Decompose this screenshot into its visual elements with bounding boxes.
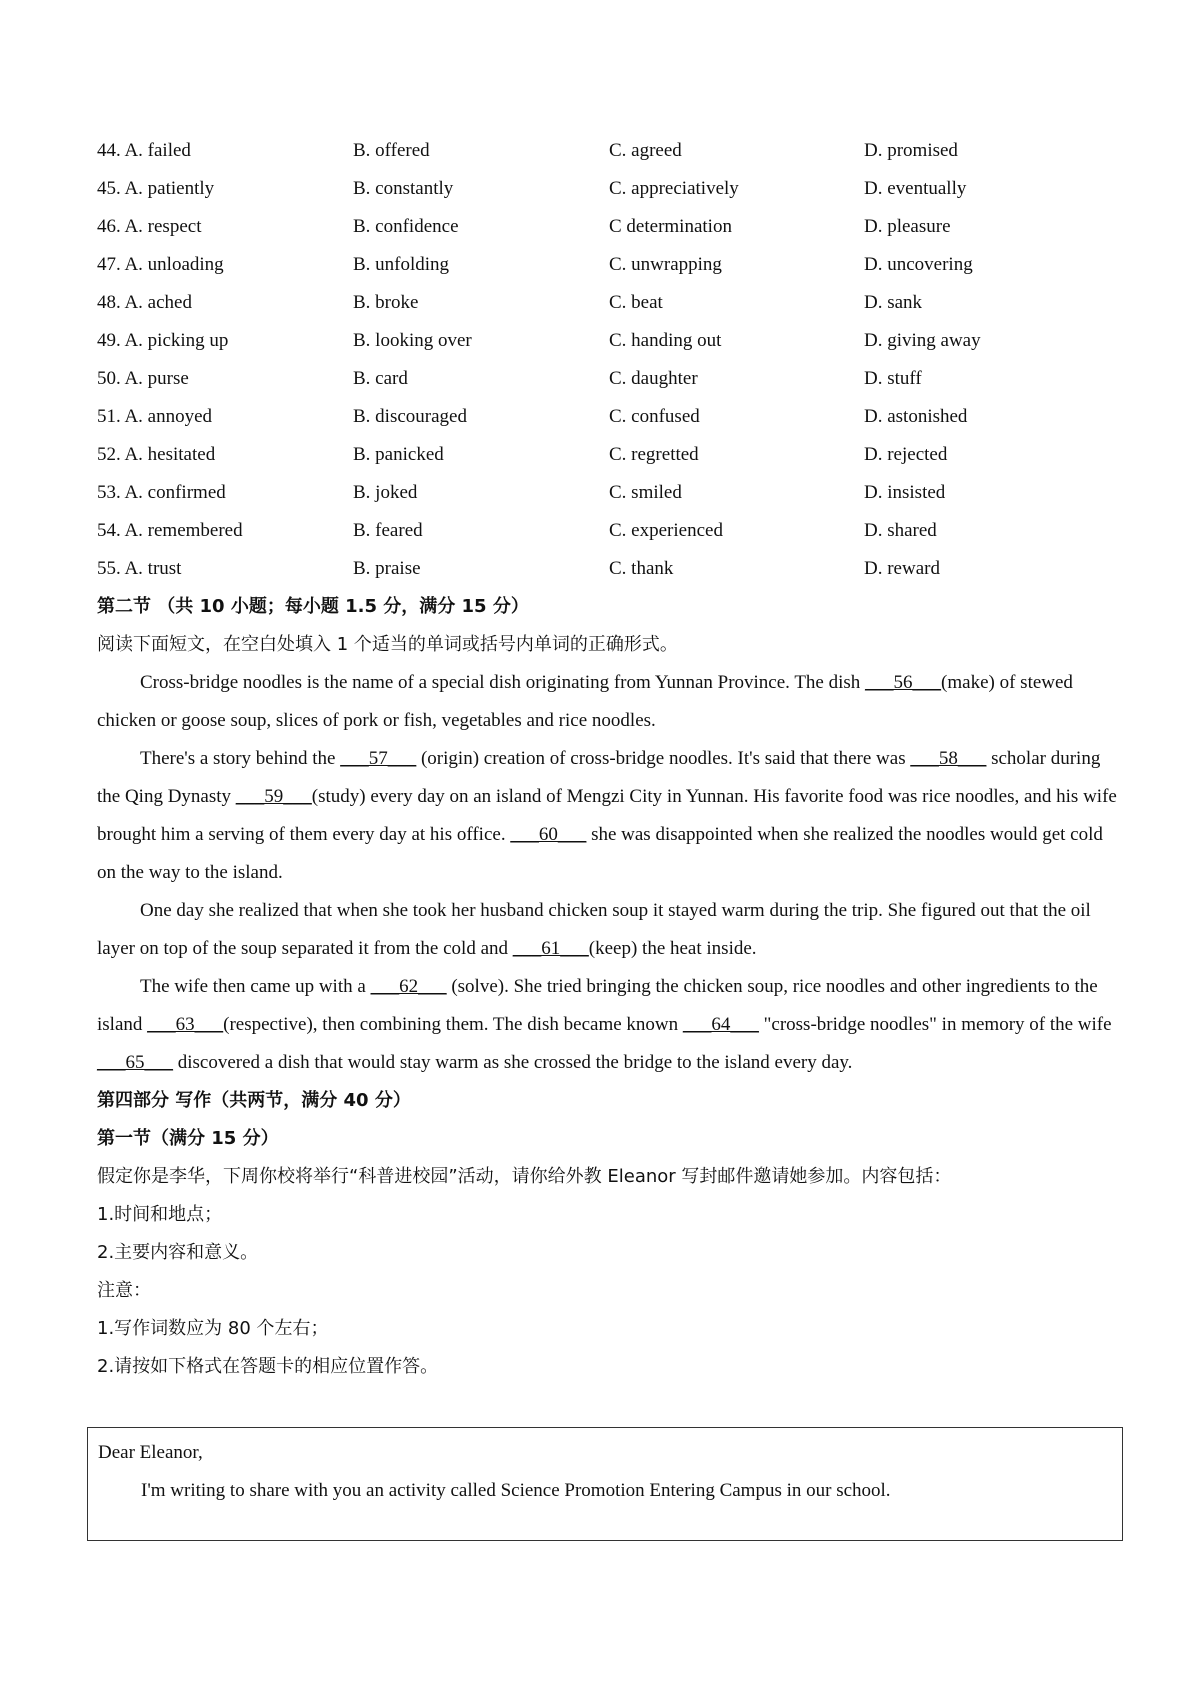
option-a[interactable] xyxy=(97,208,201,246)
option-d[interactable] xyxy=(864,208,951,246)
option-a[interactable] xyxy=(97,550,181,588)
option-text: D. astonished xyxy=(864,406,968,427)
passage-paragraph-4 xyxy=(97,968,1117,1082)
option-c[interactable] xyxy=(609,284,663,322)
option-a[interactable] xyxy=(97,132,191,170)
blank-64[interactable]: ___64___ xyxy=(682,1014,759,1035)
passage-text: she was disappointed when she realized the noodles would get cold on the way to the island. xyxy=(97,824,1103,883)
question-number: 53. xyxy=(97,482,121,503)
option-row xyxy=(97,284,1117,322)
option-a[interactable] xyxy=(97,512,243,550)
option-text: B. broke xyxy=(353,292,419,313)
option-d[interactable] xyxy=(864,474,945,512)
option-c[interactable] xyxy=(609,208,732,246)
question-number: 51. xyxy=(97,406,121,427)
option-a[interactable] xyxy=(97,322,228,360)
question-number: 48. xyxy=(97,292,121,313)
option-c[interactable] xyxy=(609,170,739,208)
option-c[interactable] xyxy=(609,550,673,588)
option-c[interactable] xyxy=(609,360,698,398)
prompt-item-2: 2.主要内容和意义。 xyxy=(97,1242,259,1263)
passage-text: (study) every day on an island of Mengzi City in Yunnan. His favorite food was rice noodles, and his wife brought him a serving of them every day at his office. xyxy=(97,786,1117,845)
blank-63[interactable]: ___63___ xyxy=(147,1014,224,1035)
option-text: B. offered xyxy=(353,140,430,161)
option-text: D. insisted xyxy=(864,482,946,503)
passage-text: (solve). She tried bringing the chicken soup, rice noodles and other ingredients to the island xyxy=(97,976,1098,1035)
part4-heading: 第四部分 写作（共两节，满分 40 分） xyxy=(97,1090,411,1111)
option-text: C. smiled xyxy=(609,482,682,503)
option-row xyxy=(97,246,1117,284)
passage-text: (make) of stewed chicken or goose soup, slices of pork or fish, vegetables and rice noodles. xyxy=(97,672,1073,731)
option-text: C. agreed xyxy=(609,140,682,161)
question-number: 46. xyxy=(97,216,121,237)
option-row xyxy=(97,512,1117,550)
option-text: A. remembered xyxy=(124,520,243,541)
option-row xyxy=(97,170,1117,208)
option-text: C. experienced xyxy=(609,520,723,541)
option-row xyxy=(97,474,1117,512)
option-c[interactable] xyxy=(609,132,682,170)
letter-greeting: Dear Eleanor, xyxy=(98,1442,203,1463)
option-text: A. unloading xyxy=(124,254,224,275)
option-b[interactable] xyxy=(353,208,459,246)
prompt-item-1: 1.时间和地点； xyxy=(97,1204,223,1225)
option-text: A. failed xyxy=(124,140,191,161)
option-text: A. trust xyxy=(124,558,182,579)
option-b[interactable] xyxy=(353,398,467,436)
option-a[interactable] xyxy=(97,474,226,512)
letter-body: I'm writing to share with you an activity called Science Promotion Entering Campus in our school. xyxy=(141,1480,891,1501)
option-text: B. looking over xyxy=(353,330,472,351)
note-item-1: 1.写作词数应为 80 个左右； xyxy=(97,1318,329,1339)
passage-paragraph-3 xyxy=(97,892,1117,968)
option-b[interactable] xyxy=(353,132,430,170)
passage-text: (origin) creation of cross-bridge noodles. It's said that there was xyxy=(416,748,911,769)
blank-61[interactable]: ___61___ xyxy=(512,938,589,959)
option-text: D. eventually xyxy=(864,178,967,199)
option-text: D. stuff xyxy=(864,368,922,389)
question-number: 49. xyxy=(97,330,121,351)
option-d[interactable] xyxy=(864,360,922,398)
passage-text: One day she realized that when she took her husband chicken soup it stayed warm during the trip. She figured out that the oil layer on top of the soup separated it from the cold and xyxy=(97,900,1091,959)
passage-text: discovered a dish that would stay warm as she crossed the bridge to the island every day. xyxy=(173,1052,853,1073)
option-c[interactable] xyxy=(609,246,722,284)
option-b[interactable] xyxy=(353,322,472,360)
passage-text: "cross-bridge noodles" in memory of the wife xyxy=(758,1014,1112,1035)
option-text: D. uncovering xyxy=(864,254,973,275)
option-text: D. rejected xyxy=(864,444,948,465)
option-text: B. feared xyxy=(353,520,423,541)
question-number: 52. xyxy=(97,444,121,465)
option-text: D. pleasure xyxy=(864,216,951,237)
option-c[interactable] xyxy=(609,436,699,474)
option-text: C. daughter xyxy=(609,368,698,389)
option-text: C determination xyxy=(609,216,732,237)
option-c[interactable] xyxy=(609,322,721,360)
option-d[interactable] xyxy=(864,550,940,588)
option-text: C. confused xyxy=(609,406,700,427)
option-text: B. card xyxy=(353,368,408,389)
option-b[interactable] xyxy=(353,360,408,398)
option-c[interactable] xyxy=(609,398,700,436)
option-text: C. beat xyxy=(609,292,663,313)
option-text: B. constantly xyxy=(353,178,454,199)
option-d[interactable] xyxy=(864,170,966,208)
option-a[interactable] xyxy=(97,170,214,208)
letter-format-box xyxy=(87,1427,1123,1541)
option-row xyxy=(97,132,1117,170)
note-label: 注意： xyxy=(97,1280,151,1301)
question-number: 47. xyxy=(97,254,121,275)
option-text: A. hesitated xyxy=(124,444,216,465)
passage-text: The wife then came up with a xyxy=(140,976,371,997)
note-item-2: 2.请按如下格式在答题卡的相应位置作答。 xyxy=(97,1356,439,1377)
option-text: B. panicked xyxy=(353,444,444,465)
option-text: C. handing out xyxy=(609,330,722,351)
writing-prompt: 假定你是李华，下周你校将举行“科普进校园”活动，请你给外教 Eleanor 写封邮件邀请她参加。内容包括： xyxy=(97,1166,952,1187)
question-number: 50. xyxy=(97,368,121,389)
option-text: A. patiently xyxy=(124,178,215,199)
option-a[interactable] xyxy=(97,360,189,398)
passage-text: (keep) the heat inside. xyxy=(588,938,757,959)
option-text: C. regretted xyxy=(609,444,699,465)
option-row xyxy=(97,322,1117,360)
option-text: B. discouraged xyxy=(353,406,467,427)
question-number: 44. xyxy=(97,140,121,161)
option-text: D. shared xyxy=(864,520,937,541)
option-d[interactable] xyxy=(864,436,947,474)
passage-paragraph-1 xyxy=(97,664,1117,740)
option-text: A. annoyed xyxy=(124,406,213,427)
option-text: B. confidence xyxy=(353,216,459,237)
section2-heading: 第二节 （共 10 小题；每小题 1.5 分，满分 15 分） xyxy=(97,596,529,617)
section2-instruction: 阅读下面短文，在空白处填入 1 个适当的单词或括号内单词的正确形式。 xyxy=(97,634,678,655)
passage-text: scholar during the Qing Dynasty xyxy=(97,748,1101,807)
option-d[interactable] xyxy=(864,284,922,322)
option-row xyxy=(97,550,1117,588)
option-b[interactable] xyxy=(353,512,423,550)
option-d[interactable] xyxy=(864,246,973,284)
option-text: B. joked xyxy=(353,482,418,503)
option-text: D. sank xyxy=(864,292,923,313)
option-text: A. picking up xyxy=(124,330,229,351)
option-b[interactable] xyxy=(353,284,418,322)
option-a[interactable] xyxy=(97,246,224,284)
option-text: A. respect xyxy=(124,216,202,237)
blank-65[interactable]: ___65___ xyxy=(97,1052,173,1073)
option-a[interactable] xyxy=(97,284,192,322)
option-b[interactable] xyxy=(353,246,449,284)
option-text: C. unwrapping xyxy=(609,254,722,275)
passage-text: (respective), then combining them. The dish became known xyxy=(223,1014,683,1035)
option-a[interactable] xyxy=(97,436,215,474)
option-text: D. giving away xyxy=(864,330,981,351)
blank-56[interactable]: ___56___ xyxy=(865,672,942,693)
question-number: 55. xyxy=(97,558,121,579)
part4-sub-heading: 第一节（满分 15 分） xyxy=(97,1128,279,1149)
passage-paragraph-2 xyxy=(97,740,1117,892)
question-number: 54. xyxy=(97,520,121,541)
option-text: D. promised xyxy=(864,140,958,161)
option-text: A. confirmed xyxy=(124,482,226,503)
option-a[interactable] xyxy=(97,398,212,436)
passage-text: Cross-bridge noodles is the name of a special dish originating from Yunnan Province. The dish xyxy=(140,672,866,693)
option-b[interactable] xyxy=(353,170,453,208)
question-number: 45. xyxy=(97,178,121,199)
blank-59[interactable]: ___59___ xyxy=(235,786,312,807)
blank-62[interactable]: ___62___ xyxy=(370,976,447,997)
option-d[interactable] xyxy=(864,398,967,436)
option-b[interactable] xyxy=(353,550,421,588)
options-table xyxy=(97,132,1117,588)
option-d[interactable] xyxy=(864,512,937,550)
option-row xyxy=(97,360,1117,398)
option-d[interactable] xyxy=(864,322,981,360)
option-text: C. thank xyxy=(609,558,674,579)
option-b[interactable] xyxy=(353,474,417,512)
blank-60[interactable]: ___60___ xyxy=(510,824,587,845)
blank-57[interactable]: ___57___ xyxy=(340,748,417,769)
option-text: A. ached xyxy=(124,292,192,313)
option-row xyxy=(97,208,1117,246)
exam-page xyxy=(97,132,1117,1386)
option-text: B. unfolding xyxy=(353,254,450,275)
option-row xyxy=(97,398,1117,436)
option-b[interactable] xyxy=(353,436,444,474)
option-text: D. reward xyxy=(864,558,940,579)
option-row xyxy=(97,436,1117,474)
option-c[interactable] xyxy=(609,474,682,512)
option-text: A. purse xyxy=(124,368,189,389)
passage-text: There's a story behind the xyxy=(140,748,341,769)
option-text: B. praise xyxy=(353,558,421,579)
option-c[interactable] xyxy=(609,512,723,550)
option-text: C. appreciatively xyxy=(609,178,739,199)
option-d[interactable] xyxy=(864,132,958,170)
blank-58[interactable]: ___58___ xyxy=(910,748,987,769)
